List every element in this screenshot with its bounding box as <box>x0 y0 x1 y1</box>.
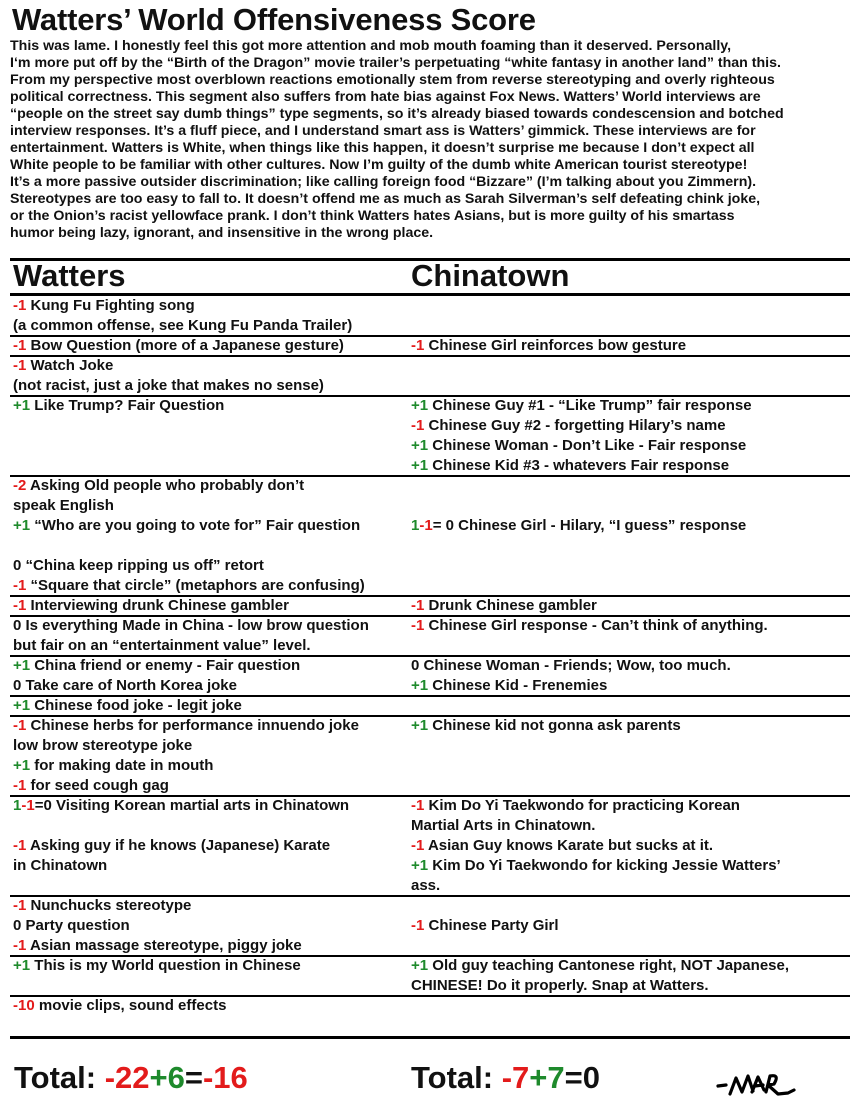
score-line <box>411 516 846 536</box>
line-text: Old guy teaching Cantonese right, NOT Japanese, <box>428 957 790 974</box>
total-label: =0 <box>564 1060 600 1095</box>
table-row <box>0 994 850 1014</box>
score-line <box>13 536 413 556</box>
negative-score: -1 <box>13 837 27 854</box>
score-line <box>13 316 413 336</box>
watters-cell <box>13 396 413 416</box>
column-header-chinatown: Chinatown <box>411 258 570 293</box>
watters-cell <box>13 616 413 656</box>
score-line <box>13 776 413 796</box>
score-line <box>13 616 413 636</box>
positive-score: +1 <box>411 397 429 414</box>
score-line <box>13 516 413 536</box>
negative-score: -1 <box>411 337 425 354</box>
score-line <box>411 596 846 616</box>
negative-score: -22 <box>104 1060 150 1095</box>
line-text: 0 “China keep ripping us off” retort <box>13 557 264 574</box>
negative-score: -1 <box>21 797 35 814</box>
negative-score: -1 <box>411 597 425 614</box>
watters-cell <box>13 896 413 956</box>
positive-score: +1 <box>13 957 31 974</box>
score-line <box>13 736 413 756</box>
watters-total <box>14 1060 248 1096</box>
score-line <box>13 636 413 656</box>
table-row <box>0 894 850 954</box>
line-text: Interviewing drunk Chinese gambler <box>26 597 289 614</box>
line-text: Bow Question (more of a Japanese gesture) <box>26 337 344 354</box>
score-line <box>13 336 413 356</box>
score-line <box>411 816 846 836</box>
positive-score: +1 <box>411 717 429 734</box>
score-line <box>13 716 413 736</box>
score-line <box>411 916 846 936</box>
score-line <box>13 576 413 596</box>
line-text: =0 Visiting Korean martial arts in Chinatown <box>34 797 350 814</box>
line-text: Martial Arts in Chinatown. <box>411 817 596 834</box>
watters-cell <box>13 336 413 356</box>
table-row <box>0 654 850 694</box>
line-text: Chinese Party Girl <box>424 917 559 934</box>
watters-cell <box>13 296 413 336</box>
score-line <box>13 676 413 696</box>
score-line <box>13 816 413 836</box>
positive-score: +1 <box>13 757 31 774</box>
score-line <box>411 436 846 456</box>
negative-score: -7 <box>501 1060 530 1095</box>
score-line <box>13 896 413 916</box>
negative-score: -1 <box>13 937 27 954</box>
positive-score: +1 <box>13 397 31 414</box>
line-text: for seed cough gag <box>26 777 169 794</box>
negative-score: -1 <box>13 897 27 914</box>
watters-cell <box>13 656 413 696</box>
table-row <box>0 474 850 594</box>
line-text: Chinese Woman - Don’t Like - Fair response <box>428 437 747 454</box>
watters-cell <box>13 996 413 1016</box>
intro-line: humor being lazy, ignorant, and insensitive in the wrong place. <box>10 225 434 241</box>
watters-cell <box>13 696 413 716</box>
page-title: Watters’ World Offensiveness Score <box>12 2 536 37</box>
table-row <box>0 794 850 894</box>
negative-score: -1 <box>13 357 27 374</box>
score-line <box>13 356 413 376</box>
negative-score: -1 <box>13 717 27 734</box>
line-text: China friend or enemy - Fair question <box>30 657 301 674</box>
line-text: (a common offense, see Kung Fu Panda Trailer) <box>13 317 353 334</box>
negative-score: -1 <box>13 597 27 614</box>
score-line <box>13 796 413 816</box>
line-text: “Square that circle” (metaphors are confusing) <box>26 577 365 594</box>
line-text: Drunk Chinese gambler <box>424 597 597 614</box>
score-line <box>411 836 846 856</box>
score-line <box>411 416 846 436</box>
chinatown-cell <box>411 396 846 476</box>
score-line <box>411 456 846 476</box>
watters-cell <box>13 596 413 616</box>
total-label: Total: <box>14 1060 105 1095</box>
negative-score: -1 <box>13 577 27 594</box>
watters-cell <box>13 476 413 596</box>
chinatown-cell <box>411 656 846 696</box>
chinatown-cell <box>411 956 846 996</box>
line-text: Chinese kid not gonna ask parents <box>428 717 681 734</box>
intro-line: This was lame. I honestly feel this got more attention and mob mouth foaming than it deserved. Personally, <box>10 38 732 54</box>
line-text: Chinese Kid - Frenemies <box>428 677 608 694</box>
score-line <box>13 856 413 876</box>
table-row <box>0 694 850 714</box>
line-text: Chinese food joke - legit joke <box>30 697 242 714</box>
line-text: This is my World question in Chinese <box>30 957 301 974</box>
negative-score: -1 <box>411 417 425 434</box>
line-text: in Chinatown <box>13 857 108 874</box>
positive-score: +6 <box>149 1060 185 1095</box>
score-line <box>411 876 846 896</box>
table-row <box>0 394 850 474</box>
total-label: Total: <box>411 1060 502 1095</box>
table-row <box>0 294 850 334</box>
chinatown-cell <box>411 896 846 936</box>
score-line <box>411 796 846 816</box>
divider <box>10 1036 850 1039</box>
score-line <box>13 376 413 396</box>
intro-line: political correctness. This segment also suffers from hate bias against Fox News. Watters’ World interviews are <box>10 89 761 105</box>
line-text: Asian Guy knows Karate but sucks at it. <box>424 837 714 854</box>
line-text: = 0 Chinese Girl - Hilary, “I guess” response <box>432 517 747 534</box>
score-line <box>411 616 846 636</box>
column-header-watters: Watters <box>13 258 126 293</box>
line-text: Nunchucks stereotype <box>26 897 192 914</box>
chinatown-total <box>411 1060 600 1096</box>
positive-score: +1 <box>411 857 429 874</box>
line-text: movie clips, sound effects <box>34 997 227 1014</box>
positive-score: +1 <box>13 517 31 534</box>
intro-line: entertainment. Watters is White, when things like this happen, it doesn’t surprise me because I don’t expect all <box>10 140 755 156</box>
intro-line: Stereotypes are too easy to fall to. It doesn’t offend me as much as Sarah Silverman’s self defeating chink joke, <box>10 191 761 207</box>
line-text: 0 Party question <box>13 917 130 934</box>
positive-score: +1 <box>411 437 429 454</box>
score-line <box>13 756 413 776</box>
line-text: ass. <box>411 877 441 894</box>
watters-cell <box>13 956 413 976</box>
line-text: Like Trump? Fair Question <box>30 397 225 414</box>
line-text: Kim Do Yi Taekwondo for kicking Jessie Watters’ <box>428 857 781 874</box>
signature <box>716 1060 796 1098</box>
line-text: Kim Do Yi Taekwondo for practicing Korean <box>424 797 740 814</box>
score-line <box>13 656 413 676</box>
negative-score: -1 <box>411 797 425 814</box>
positive-score: +1 <box>411 457 429 474</box>
line-text: Chinese Girl reinforces bow gesture <box>424 337 687 354</box>
line-text: Chinese Girl response - Can’t think of anything. <box>424 617 768 634</box>
score-line <box>411 956 846 976</box>
line-text: 0 Chinese Woman - Friends; Wow, too much. <box>411 657 731 674</box>
table-row <box>0 334 850 354</box>
line-text: Kung Fu Fighting song <box>26 297 195 314</box>
score-line <box>411 856 846 876</box>
score-line <box>13 396 413 416</box>
chinatown-cell <box>411 476 846 536</box>
score-line <box>13 836 413 856</box>
score-line <box>13 296 413 316</box>
chinatown-cell <box>411 796 846 896</box>
table-row <box>0 614 850 654</box>
negative-score: -1 <box>13 777 27 794</box>
positive-score: +1 <box>13 697 31 714</box>
watters-cell <box>13 716 413 796</box>
intro-line: interview responses. It’s a fluff piece, and I understand smart ass is Watters’ gimmick. These interviews are for <box>10 123 756 139</box>
line-text: low brow stereotype joke <box>13 737 193 754</box>
score-line <box>411 716 846 736</box>
score-line <box>411 976 846 996</box>
line-text: for making date in mouth <box>30 757 214 774</box>
chinatown-cell <box>411 596 846 616</box>
positive-score: 1 <box>13 797 22 814</box>
score-line <box>411 676 846 696</box>
total-label: = <box>184 1060 203 1095</box>
watters-cell <box>13 796 413 876</box>
score-line <box>411 656 846 676</box>
line-text: Chinese herbs for performance innuendo joke <box>26 717 359 734</box>
negative-score: -2 <box>13 477 27 494</box>
negative-score: -1 <box>411 617 425 634</box>
score-line <box>13 476 413 496</box>
score-line <box>13 996 413 1016</box>
intro-line: or the Onion’s racist yellowface prank. I don’t think Watters hates Asians, but is more guilty of his smartass <box>10 208 735 224</box>
chinatown-cell <box>411 616 846 636</box>
line-text: Asian massage stereotype, piggy joke <box>26 937 302 954</box>
negative-score: -16 <box>202 1060 248 1095</box>
intro-line: From my perspective most overblown reactions emotionally stem from reverse stereotyping and overly righteous <box>10 72 775 88</box>
negative-score: -1 <box>411 837 425 854</box>
watters-cell <box>13 356 413 396</box>
intro-line: It’s a more passive outsider discrimination; like calling foreign food “Bizzare” (I’m talking about you Zimmern). <box>10 174 757 190</box>
score-line <box>13 956 413 976</box>
score-line <box>13 556 413 576</box>
line-text: “Who are you going to vote for” Fair question <box>30 517 361 534</box>
score-line <box>13 696 413 716</box>
intro-line: “people on the street say dumb things” type segments, so it’s already biased towards condescension and botched <box>10 106 784 122</box>
table-row <box>0 714 850 794</box>
positive-score: +1 <box>411 677 429 694</box>
line-text: Chinese Kid #3 - whatevers Fair response <box>428 457 730 474</box>
line-text: 0 Is everything Made in China - low brow question <box>13 617 369 634</box>
positive-score: +1 <box>13 657 31 674</box>
line-text: speak English <box>13 497 114 514</box>
line-text: but fair on an “entertainment value” level. <box>13 637 311 654</box>
line-text: Asking Old people who probably don’t <box>26 477 305 494</box>
negative-score: -1 <box>13 297 27 314</box>
score-line <box>411 476 846 496</box>
negative-score: -1 <box>419 517 433 534</box>
positive-score: +1 <box>411 957 429 974</box>
positive-score: 1 <box>411 517 420 534</box>
intro-paragraph <box>10 38 845 242</box>
score-line <box>411 336 846 356</box>
line-text: Asking guy if he knows (Japanese) Karate <box>26 837 331 854</box>
score-line <box>13 916 413 936</box>
score-line <box>13 496 413 516</box>
score-line <box>411 496 846 516</box>
positive-score: +7 <box>529 1060 565 1095</box>
line-text: 0 Take care of North Korea joke <box>13 677 237 694</box>
line-text: Chinese Guy #2 - forgetting Hilary’s name <box>424 417 726 434</box>
score-line <box>411 396 846 416</box>
table-row <box>0 354 850 394</box>
negative-score: -1 <box>411 917 425 934</box>
line-text: (not racist, just a joke that makes no sense) <box>13 377 324 394</box>
line-text: CHINESE! Do it properly. Snap at Watters. <box>411 977 709 994</box>
negative-score: -10 <box>13 997 35 1014</box>
score-line <box>13 596 413 616</box>
line-text: Watch Joke <box>26 357 114 374</box>
score-line <box>13 936 413 956</box>
negative-score: -1 <box>13 337 27 354</box>
signature-text: -MAR <box>716 1060 719 1061</box>
intro-line: I‘m more put off by the “Birth of the Dragon” movie trailer’s perpetuating “white fantasy in another land” than this. <box>10 55 781 71</box>
intro-line: White people to be familiar with other cultures. Now I’m guilty of the dumb white American tourist stereotype! <box>10 157 748 173</box>
table-row <box>0 594 850 614</box>
chinatown-cell <box>411 716 846 736</box>
line-text: Chinese Guy #1 - “Like Trump” fair response <box>428 397 752 414</box>
score-line <box>411 896 846 916</box>
chinatown-cell <box>411 336 846 356</box>
table-row <box>0 954 850 994</box>
